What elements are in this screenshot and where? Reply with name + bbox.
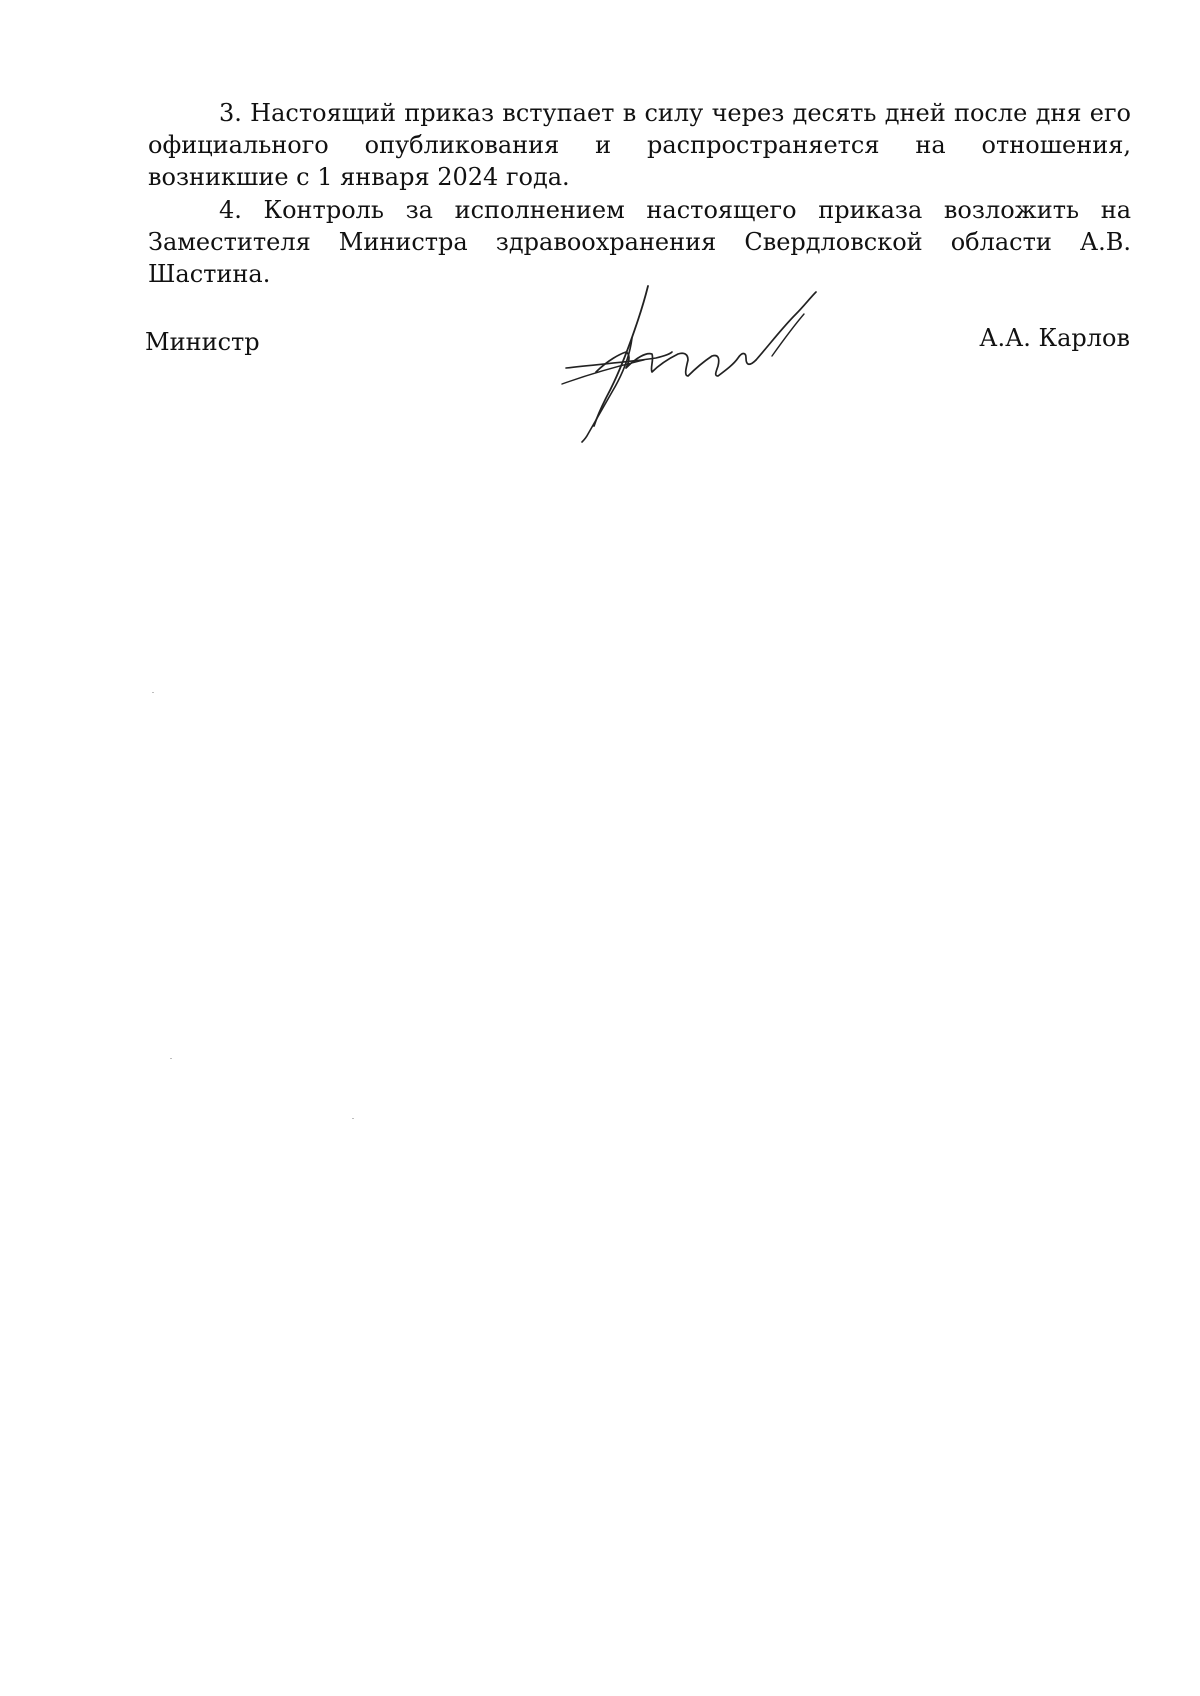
signer-name: А.А. Карлов bbox=[979, 324, 1130, 352]
scan-speck bbox=[152, 692, 154, 693]
scan-speck bbox=[170, 1058, 172, 1059]
paragraph-3: 3. Настоящий приказ вступает в силу через десять дней после дня его официального опубликования и распространяется на отношения, возникшие с 1 января 2024 года. bbox=[148, 99, 1131, 191]
order-body bbox=[148, 97, 1131, 290]
signer-position-label: Министр bbox=[145, 328, 260, 356]
handwritten-signature bbox=[560, 280, 840, 445]
scan-speck bbox=[352, 1118, 354, 1119]
paragraph-4: 4. Контроль за исполнением настоящего приказа возложить на Заместителя Министра здравоохранения Свердловской области А.В. Шастина. bbox=[148, 196, 1131, 288]
